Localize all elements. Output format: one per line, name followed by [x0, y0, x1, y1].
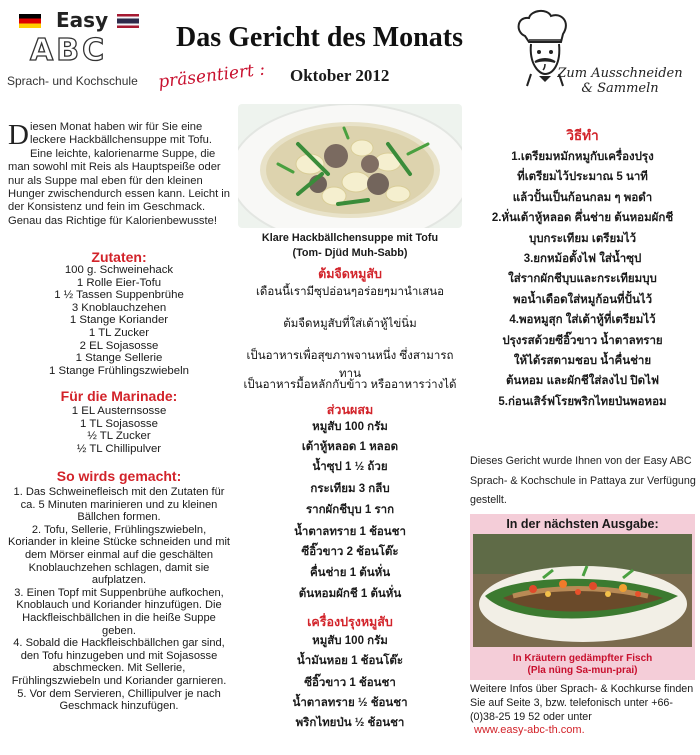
next-issue-heading: In der nächsten Ausgabe: [506, 517, 659, 531]
list-item: น้ำซุป 1 ½ ถ้วย [312, 461, 388, 473]
thai-method-line: 5.ก่อนเสิร์ฟโรยพริกไทยป่นพอหอม [498, 395, 667, 408]
thai-intro-line: เป็นอาหารมื้อหลักกับข้าว หรืออาหารว่างได้ [243, 379, 457, 391]
next-issue-box [470, 514, 695, 680]
method-step: 5. Vor dem Servieren, Chillipulver je nach Geschmack hinzufügen. [17, 687, 221, 713]
method-step: 4. Sobald die Hackfleischbällchen gar sind, den Tofu hinzugeben und mit Sojasosse abschmecken. Mit Sellerie, Frühlingszwiebeln und Koriander garnieren. [11, 637, 227, 687]
next-caption-line-2: (Pla nüng Sa-mun-prai) [527, 665, 638, 676]
month-label: Oktober 2012 [290, 66, 390, 85]
thai-method-heading: วิธีทำ [566, 128, 599, 143]
thai-method-line: ปรุงรสด้วยซีอิ๊วขาว น้ำตาลทราย [502, 334, 663, 347]
method-step: 2. Tofu, Sellerie, Frühlingszwiebeln, Koriander in kleine Stücke schneiden und mit dem Mörser einmal auf die geschälten Knoblauchzehen schlagen, damit sie aufplatzen. [8, 523, 231, 587]
list-item: 1 Stange Frühlingszwiebeln [49, 364, 189, 377]
intro-drop-cap: D [8, 119, 29, 151]
list-item: น้ำตาลทราย ½ ช้อนชา [292, 697, 408, 709]
thai-method-line: ให้ได้รสตามชอบ น้ำคื่นช่าย [513, 355, 652, 368]
list-item: 2 EL Sojasosse [79, 339, 159, 352]
next-issue-caption [470, 653, 695, 677]
list-item: 1 Stange Koriander [69, 314, 169, 327]
contact-info [470, 683, 696, 738]
list-item: น้ำมันหอย 1 ช้อนโต๊ะ [296, 655, 404, 667]
thai-title: ต้มจืดหมูสับ [318, 267, 382, 281]
page-title: Das Gericht des Monats [176, 22, 463, 53]
thai-method-line: ใส่รากผักชีบุบและกระเทียมบุบ [508, 273, 657, 286]
list-item: รากผักชีบุบ 1 ราก [305, 504, 395, 516]
intro-paragraph [8, 121, 230, 228]
ingredients-list [8, 264, 230, 377]
method-step: 3. Einen Topf mit Suppenbrühe aufkochen, Knoblauch und Koriander hinzufügen. Die Hackfleischbällchen in die heiße Suppe geben. [14, 586, 224, 637]
school-name: Sprach- und Kochschule [7, 74, 138, 88]
next-caption-line-1: In Kräutern gedämpfter Fisch [512, 653, 653, 664]
list-item: ½ TL Zucker [87, 430, 151, 443]
thai-intro-line: เป็นอาหารเพื่อสุขภาพจานหนึ่ง ซึ่งสามารถทาน [246, 350, 454, 380]
list-item: หมูสับ 100 กรัม [312, 635, 388, 647]
list-item: เต้าหู้หลอด 1 หลอด [301, 441, 399, 453]
soup-photo [238, 104, 462, 228]
cutout-label [545, 66, 695, 96]
thai-method-line: ที่เตรียมไว้ประมาณ 5 นาที [517, 171, 648, 184]
brand-easy: Easy [56, 8, 109, 32]
method-step: 1. Das Schweinefleisch mit den Zutaten für ca. 5 Minuten marinieren und zu kleinen Bällchen formen. [13, 486, 225, 524]
brand-abc-logo: ABC [30, 33, 108, 68]
cutout-line-1: Zum Ausschneiden [557, 66, 683, 81]
list-item: 1 TL Sojasosse [80, 417, 158, 430]
thai-ingredients-list [238, 419, 462, 606]
list-item: 1 Rolle Eier-Tofu [76, 276, 162, 289]
thai-method-line: พอน้ำเดือดใส่หมูก้อนที่ปั้นไว้ [512, 293, 653, 306]
thai-method-line: บุบกระเทียม เตรียมไว้ [528, 232, 637, 245]
thai-intro [238, 283, 462, 396]
thai-flag-icon [117, 14, 139, 28]
thai-method-line: 1.เตรียมหมักหมูกับเครื่องปรุง [511, 151, 654, 163]
website-link[interactable]: www.easy-abc-th.com. [474, 724, 585, 737]
fish-photo [473, 534, 692, 647]
list-item: ซีอิ๊วขาว 1 ช้อนชา [304, 677, 396, 689]
thai-method-line: ต้นหอม และผักชีใส่ลงไป ปิดไฟ [505, 375, 659, 388]
thai-intro-line: ต้มจืดหมูสับที่ใส่เต้าหู้ไข่นิ่ม [283, 318, 417, 330]
list-item: หมูสับ 100 กรัม [312, 421, 388, 433]
method-steps [8, 486, 230, 713]
list-item: ต้นหอมผักชี 1 ต้นหั่น [298, 588, 402, 600]
list-item: น้ำตาลทราย 1 ช้อนชา [294, 526, 406, 538]
list-item: 1 TL Zucker [88, 326, 150, 339]
thai-ingredients-heading: ส่วนผสม [326, 403, 374, 417]
cutout-line-2: & Sammeln [581, 81, 659, 96]
thai-method-line: แล้วปั้นเป็นก้อนกลม ๆ พอดำ [512, 191, 653, 204]
list-item: 3 Knoblauchzehen [71, 301, 167, 314]
contact-text: Weitere Infos über Sprach- & Kochkurse finden Sie auf Seite 3, bzw. telefonisch unter +66-(0)38-25 19 52 oder unter [470, 683, 694, 723]
list-item: 1 ½ Tassen Suppenbrühe [54, 289, 184, 302]
marinade-heading: Für die Marinade: [60, 388, 178, 404]
dish-caption-line-2: (Tom- Djüd Muh-Sabb) [292, 247, 408, 259]
list-item: 1 EL Austernsosse [71, 405, 167, 417]
thai-method-line: 4.พอหมูสุก ใส่เต้าหู้ที่เตรียมไว้ [509, 314, 656, 327]
list-item: กระเทียม 3 กลีบ [310, 483, 390, 495]
thai-method-line: 2.หั่นเต้าหู้หลอด คึ่นช่าย ต้นหอมผักชี [491, 212, 674, 225]
ingredients-heading: Zutaten: [91, 249, 147, 265]
marinade-list [8, 405, 230, 455]
list-item: ½ TL Chillipulver [76, 442, 162, 455]
dish-caption [238, 231, 462, 261]
list-item: 1 Stange Sellerie [75, 352, 163, 365]
presents-label: präsentiert : [157, 59, 267, 93]
list-item: ซีอิ๊วขาว 2 ช้อนโต๊ะ [301, 546, 399, 558]
list-item: พริกไทยป่น ½ ช้อนชา [295, 717, 405, 729]
thai-intro-line: เดือนนี้เรามีซุปอ่อนๆอร่อยๆมานำเสนอ [255, 286, 445, 298]
german-flag-icon [19, 14, 41, 28]
intro-text: iesen Monat haben wir für Sie eine leckere Hackbällchensuppe mit Tofu. Eine leichte, kalorienarme Suppe, die man sowohl mit Reis als Hauptspeiße oder nur als Suppe mal eben für den kleinen Hunger zwischendurch essen kann. Leicht in der Konsistenz und fein im Geschmack. Genau das Richtige für Kalorienbewusste! [8, 121, 231, 227]
thai-method-line: 3.ยกหม้อตั้งไฟ ใส่น้ำซุป [523, 253, 642, 266]
list-item: คื่นช่าย 1 ต้นหั่น [309, 567, 391, 579]
thai-seasoning-list [238, 633, 462, 735]
source-info: Dieses Gericht wurde Ihnen von der Easy ABC Sprach- & Kochschule in Pattaya zur Verfügung gestellt. [470, 455, 696, 506]
list-item: 100 g. Schweinehack [64, 264, 174, 276]
thai-seasoning-heading: เครื่องปรุงหมูสับ [307, 615, 393, 629]
thai-method-steps [470, 147, 695, 412]
method-heading: So wirds gemacht: [56, 468, 182, 484]
dish-caption-line-1: Klare Hackbällchensuppe mit Tofu [261, 232, 439, 244]
